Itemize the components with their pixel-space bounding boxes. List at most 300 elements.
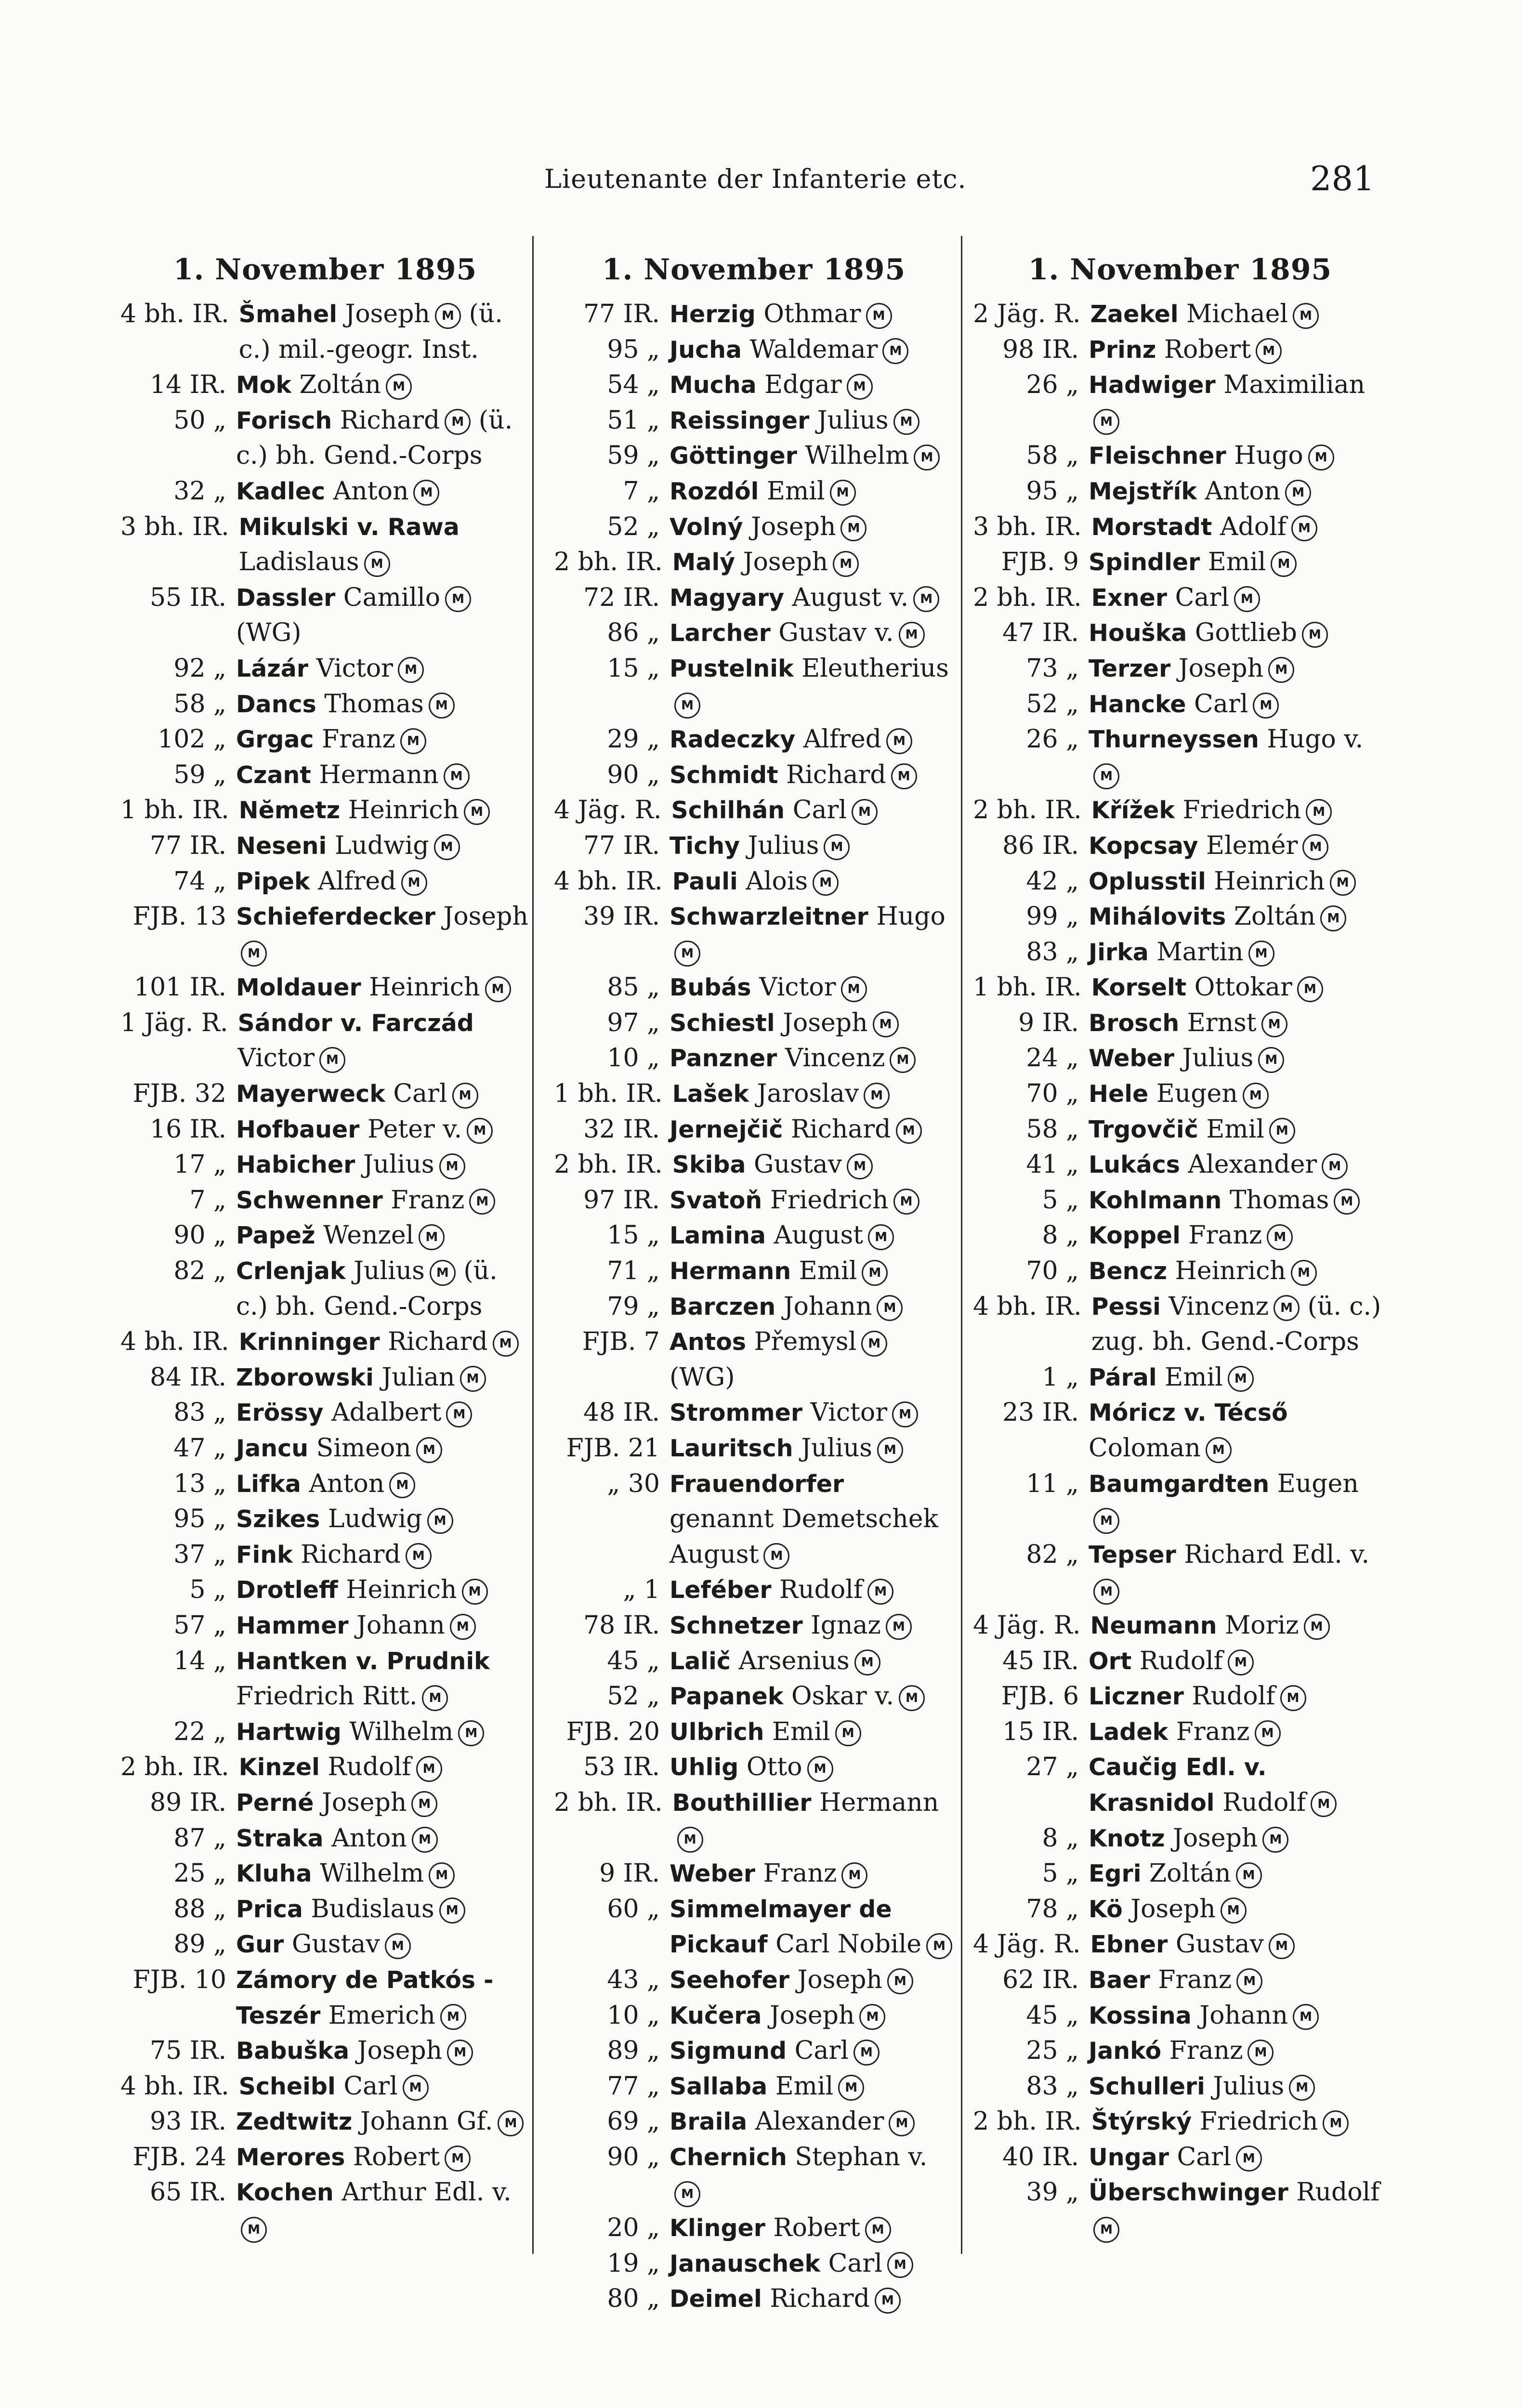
list-item	[973, 367, 1387, 438]
given-name: Franz	[1188, 1221, 1262, 1250]
list-item	[554, 367, 954, 403]
note: (ü. c.) bh. Gend.-Corps	[236, 406, 513, 471]
given-name: Otto	[746, 1753, 802, 1782]
unit-label: 77 IR.	[583, 831, 660, 860]
list-item	[973, 722, 1387, 793]
entry-text	[670, 403, 954, 439]
medal-icon: M	[386, 374, 412, 400]
list-item	[120, 1572, 530, 1608]
entry-text	[1089, 1821, 1387, 1857]
list-item	[554, 1644, 954, 1679]
surname: Kadlec	[236, 477, 326, 505]
list-item	[973, 1856, 1387, 1892]
given-name: Heinrich	[1214, 866, 1325, 896]
unit-label: 50 „	[173, 406, 226, 435]
entry-text	[236, 1785, 530, 1821]
medal-icon: M	[241, 2217, 267, 2243]
surname: Lašek	[672, 1080, 749, 1108]
medal-icon: M	[400, 728, 426, 754]
medal-icon: M	[841, 976, 867, 1002]
surname: Dancs	[236, 690, 316, 718]
list-item	[973, 2175, 1387, 2246]
given-name: Wilhelm	[320, 1859, 424, 1888]
list-item	[120, 1821, 530, 1857]
list-item	[973, 970, 1387, 1006]
unit-label: 22 „	[173, 1717, 226, 1746]
surname: Rozdól	[670, 477, 759, 505]
list-item	[554, 1183, 954, 1218]
surname: Jirka	[1089, 938, 1149, 966]
given-name: Vincenz	[785, 1044, 885, 1073]
list-item	[973, 2033, 1387, 2069]
given-name: Zoltán	[1234, 902, 1316, 931]
unit-label: 13 „	[173, 1469, 226, 1498]
unit-label: FJB. 21	[566, 1434, 660, 1463]
medal-icon: M	[1323, 2110, 1349, 2136]
medal-icon: M	[841, 1862, 867, 1888]
medal-icon: M	[1093, 1579, 1119, 1605]
given-name: Robert	[773, 2213, 860, 2243]
surname: Schieferdecker	[236, 903, 435, 931]
medal-icon: M	[364, 551, 390, 577]
entry-text	[236, 1537, 530, 1573]
medal-icon: M	[840, 515, 867, 541]
list-item	[554, 510, 954, 545]
medal-icon: M	[450, 1614, 476, 1640]
given-name: Richard	[790, 1114, 891, 1144]
given-name: Alfred	[803, 725, 882, 754]
given-name: Heinrich	[369, 973, 480, 1002]
given-name: Rudolf	[328, 1753, 411, 1782]
unit-label: 41 „	[1026, 1150, 1079, 1179]
list-item	[120, 1466, 530, 1502]
list-item	[120, 899, 530, 970]
medal-icon: M	[401, 870, 427, 896]
given-name: Maximilian	[1223, 370, 1365, 400]
surname: Kochen	[236, 2179, 334, 2207]
list-item	[973, 1963, 1387, 1998]
medal-icon: M	[887, 1968, 913, 1994]
surname: Forisch	[236, 406, 332, 434]
list-item	[120, 510, 530, 580]
given-name: Carl	[1177, 2142, 1231, 2172]
medal-icon: M	[854, 1649, 880, 1675]
surname: Mikulski v. Rawa	[238, 513, 460, 541]
unit-label: 2 bh. IR.	[554, 1150, 663, 1179]
medal-icon: M	[1322, 1153, 1348, 1179]
surname: Zámory de Patkós - Teszér	[236, 1966, 494, 2029]
surname: Papež	[236, 1222, 315, 1250]
given-name: Carl	[1194, 689, 1248, 719]
surname: Hartwig	[236, 1718, 341, 1746]
entry-text	[670, 1963, 954, 1998]
note: (WG)	[670, 1362, 735, 1392]
unit-label: 26 „	[1026, 725, 1079, 754]
given-name: Adalbert	[331, 1398, 442, 1427]
surname: Deimel	[670, 2285, 762, 2313]
given-name: Hermann	[319, 760, 439, 789]
surname: Koppel	[1089, 1222, 1181, 1250]
given-name: Moriz	[1225, 1610, 1299, 1640]
medal-icon: M	[890, 1047, 916, 1073]
unit-label: 54 „	[607, 370, 660, 400]
given-name: Edgar	[764, 370, 842, 400]
medal-icon: M	[493, 1331, 519, 1357]
list-item	[120, 474, 530, 510]
given-name: Heinrich	[1175, 1256, 1286, 1286]
surname: Neumann	[1090, 1611, 1217, 1639]
given-name: Carl	[828, 2249, 882, 2278]
medal-icon: M	[422, 1685, 448, 1711]
list-item	[973, 1466, 1387, 1537]
given-name: Emil	[1208, 548, 1266, 577]
list-item	[120, 793, 530, 828]
surname: Panzner	[670, 1045, 777, 1073]
unit-label: 73 „	[1026, 654, 1079, 683]
surname: Schwarzleitner	[670, 903, 868, 931]
list-item	[973, 1147, 1387, 1183]
entry-text	[1089, 722, 1387, 793]
surname: Jernejčič	[670, 1115, 783, 1143]
surname: Neseni	[236, 832, 327, 860]
entry-text	[1089, 1147, 1387, 1183]
unit-label: 69 „	[607, 2107, 660, 2136]
given-name: Emil	[1206, 1114, 1264, 1144]
list-item	[554, 438, 954, 474]
list-item	[554, 1289, 954, 1325]
given-name: Julius	[1213, 2071, 1285, 2101]
unit-label: 10 „	[607, 1044, 660, 1073]
entry-text	[236, 1147, 530, 1183]
unit-label: 97 IR.	[583, 1185, 660, 1215]
surname: Štýrský	[1091, 2108, 1192, 2136]
entry-text	[239, 1324, 530, 1360]
entry-text	[1091, 580, 1387, 616]
given-name: Carl	[393, 1079, 447, 1109]
surname: Erössy	[236, 1399, 324, 1427]
unit-label: 84 IR.	[150, 1362, 226, 1392]
given-name: Joseph	[321, 1788, 407, 1817]
list-item	[120, 722, 530, 758]
given-name: Jaroslav	[757, 1079, 859, 1109]
surname: Mejstřík	[1089, 477, 1197, 505]
medal-icon: M	[447, 2040, 473, 2066]
unit-label: 101 IR.	[133, 973, 226, 1002]
entry-text	[670, 1289, 954, 1325]
unit-label: 102 „	[158, 725, 226, 754]
entry-text	[236, 474, 530, 510]
unit-label: 70 „	[1026, 1079, 1079, 1109]
entry-text	[670, 758, 954, 793]
unit-label: 1 „	[1042, 1362, 1079, 1392]
unit-label: 74 „	[173, 866, 226, 896]
list-item	[120, 1963, 530, 2033]
surname: Kopcsay	[1089, 832, 1198, 860]
entry-text	[670, 828, 954, 864]
entry-text	[670, 1395, 954, 1431]
entry-text	[1089, 1750, 1387, 1820]
medal-icon: M	[462, 1579, 488, 1605]
given-name: Arsenius	[738, 1646, 850, 1675]
list-item	[554, 1572, 954, 1608]
unit-label: 4 bh. IR.	[120, 2071, 229, 2101]
surname: Liczner	[1089, 1683, 1184, 1711]
list-item	[554, 1750, 954, 1785]
unit-label: 29 „	[607, 725, 660, 754]
given-name: Simeon	[316, 1434, 411, 1463]
surname: Klinger	[670, 2214, 765, 2242]
unit-label: 62 IR.	[1002, 1965, 1079, 1994]
surname: Dassler	[236, 584, 336, 612]
surname: Ungar	[1089, 2143, 1169, 2171]
entry-text	[670, 580, 954, 616]
column-divider	[532, 236, 534, 2254]
entry-text	[1089, 1112, 1387, 1148]
medal-icon: M	[485, 976, 511, 1002]
entry-text	[670, 367, 954, 403]
list-item	[120, 2104, 530, 2140]
column-heading: 1. November 1895	[173, 253, 477, 287]
surname: Bencz	[1089, 1257, 1168, 1285]
list-item	[554, 545, 954, 580]
unit-label: 32 IR.	[583, 1114, 660, 1144]
surname: Ebner	[1090, 1931, 1168, 1959]
given-name: Othmar	[763, 300, 861, 328]
surname: Knotz	[1089, 1824, 1165, 1852]
unit-label: 95 „	[173, 1505, 226, 1534]
medal-icon: M	[1291, 1260, 1317, 1286]
entry-text	[670, 438, 954, 474]
surname: Jancu	[236, 1435, 309, 1462]
given-name: Franz	[1158, 1965, 1232, 1994]
entry-text	[1091, 2104, 1387, 2140]
entry-text	[670, 1254, 954, 1289]
surname: Pessi	[1091, 1293, 1161, 1321]
surname: Radeczky	[670, 726, 796, 754]
unit-label: „ 30	[607, 1469, 660, 1498]
given-name: Carl	[794, 2036, 849, 2066]
medal-icon: M	[1243, 1083, 1269, 1109]
medal-icon: M	[1228, 1649, 1254, 1675]
medal-icon: M	[1228, 1366, 1254, 1392]
entry-text	[1089, 1360, 1387, 1396]
surname: Krinninger	[238, 1328, 380, 1356]
surname: Kučera	[670, 2002, 762, 2029]
medal-icon: M	[445, 586, 471, 612]
surname: Malý	[672, 549, 735, 576]
given-name: Julius	[801, 1434, 872, 1463]
entry-text	[670, 510, 954, 545]
surname: Morstadt	[1091, 513, 1212, 541]
unit-label: 86 IR.	[1002, 831, 1079, 860]
unit-label: 47 IR.	[1002, 618, 1079, 648]
entry-text	[1089, 2069, 1387, 2105]
surname: Terzer	[1089, 654, 1171, 682]
entry-text	[236, 1927, 530, 1963]
entry-text	[236, 899, 530, 970]
list-item	[554, 1147, 954, 1183]
given-name: Ottokar	[1194, 973, 1292, 1002]
given-name: Joseph	[357, 2036, 443, 2066]
given-name: Friedrich Ritt.	[236, 1682, 418, 1711]
entry-text	[236, 580, 530, 651]
surname: Prica	[236, 1895, 303, 1923]
given-name: Richard	[340, 406, 440, 435]
unit-label: 80 „	[607, 2284, 660, 2314]
list-item	[120, 1431, 530, 1466]
medal-icon: M	[824, 834, 850, 860]
given-name: Victor	[316, 654, 394, 683]
medal-icon: M	[469, 1189, 495, 1215]
medal-icon: M	[445, 2146, 471, 2172]
surname: Simmelmayer de Pickauf	[670, 1895, 892, 1959]
given-name: Victor	[810, 1398, 888, 1427]
unit-label: 5 „	[1042, 1859, 1079, 1888]
unit-label: 4 bh. IR.	[120, 1327, 229, 1357]
surname: Leféber	[670, 1576, 772, 1604]
unit-label: 77 IR.	[583, 300, 660, 328]
medal-icon: M	[674, 693, 700, 719]
entry-text	[670, 1112, 954, 1148]
entry-list	[973, 297, 1387, 2246]
given-name: Gustav	[291, 1930, 380, 1959]
given-name: Victor	[759, 973, 836, 1002]
entry-text	[670, 1714, 954, 1750]
surname: Hadwiger	[1089, 371, 1216, 399]
medal-icon: M	[914, 445, 940, 471]
unit-label: 48 IR.	[583, 1398, 660, 1427]
unit-label: 82 „	[173, 1256, 226, 1286]
list-item	[554, 864, 954, 900]
entry-text	[236, 828, 530, 864]
given-name: Hugo	[1234, 441, 1303, 471]
unit-label: 95 „	[1026, 476, 1079, 506]
given-name: Přemysl	[754, 1327, 857, 1357]
unit-label: 2 bh. IR.	[973, 583, 1082, 612]
medal-icon: M	[416, 1437, 442, 1463]
entry-text	[1089, 899, 1387, 935]
list-item	[973, 1998, 1387, 2034]
surname: Kossina	[1089, 2002, 1192, 2029]
unit-label: 26 „	[1026, 370, 1079, 400]
unit-label: 4 bh. IR.	[554, 866, 663, 896]
column-divider	[961, 236, 962, 2254]
column-2	[554, 246, 954, 2314]
list-item	[120, 651, 530, 687]
surname: Hofbauer	[236, 1115, 360, 1143]
given-name: Camillo	[343, 583, 441, 612]
entry-text	[236, 1254, 530, 1324]
given-name: Robert	[353, 2142, 440, 2172]
unit-label: 51 „	[607, 406, 660, 435]
entry-list	[120, 297, 530, 2246]
given-name: Hugo	[876, 902, 945, 931]
given-name: Johann	[1199, 2001, 1288, 2030]
list-item	[554, 1963, 954, 1998]
list-item	[120, 2069, 530, 2105]
medal-icon: M	[498, 2110, 524, 2136]
surname: Larcher	[670, 619, 771, 647]
medal-icon: M	[1269, 1933, 1295, 1959]
medal-icon: M	[1221, 1898, 1247, 1924]
entry-text	[236, 1963, 530, 2033]
surname: Baer	[1089, 1966, 1150, 1994]
given-name: August	[774, 1221, 864, 1250]
entry-text	[236, 1431, 530, 1466]
list-item	[554, 1112, 954, 1148]
surname: Hele	[1089, 1080, 1149, 1108]
surname: Lifka	[236, 1470, 301, 1498]
list-item	[973, 935, 1387, 970]
medal-icon: M	[1234, 586, 1260, 612]
surname: Móricz v. Técső	[1089, 1399, 1288, 1427]
entry-text	[670, 2281, 954, 2317]
column-3	[973, 246, 1387, 2268]
unit-label: 83 „	[1026, 937, 1079, 967]
unit-label: 71 „	[607, 1256, 660, 1286]
given-name: Alexander	[755, 2107, 884, 2136]
given-name: Richard	[786, 760, 886, 789]
given-name: Thomas	[324, 689, 424, 719]
given-name: Johann	[356, 1610, 445, 1640]
list-item	[120, 864, 530, 900]
medal-icon: M	[763, 1543, 789, 1569]
page-header	[0, 159, 1523, 207]
medal-icon: M	[1334, 1189, 1360, 1215]
unit-label: 42 „	[1026, 866, 1079, 896]
medal-icon: M	[435, 303, 461, 329]
given-name: Anton	[309, 1469, 385, 1498]
list-item	[120, 1892, 530, 1927]
medal-icon: M	[444, 763, 470, 789]
surname: Fink	[236, 1541, 293, 1569]
unit-label: 4 Jäg. R.	[554, 796, 662, 825]
medal-icon: M	[398, 657, 424, 683]
unit-label: 14 IR.	[150, 370, 226, 400]
entry-text	[236, 1502, 530, 1537]
unit-label: 72 IR.	[583, 583, 660, 612]
medal-icon: M	[440, 2004, 466, 2030]
list-item	[554, 2140, 954, 2211]
unit-label: 37 „	[173, 1540, 226, 1569]
entry-text	[1089, 2140, 1387, 2175]
medal-icon: M	[1293, 2004, 1319, 2030]
entry-text	[239, 1750, 530, 1785]
given-name: Emil	[1165, 1362, 1223, 1392]
surname: Janauschek	[670, 2250, 821, 2277]
surname: Tepser	[1089, 1541, 1176, 1569]
list-item	[973, 332, 1387, 368]
list-item	[973, 510, 1387, 545]
unit-label: 2 Jäg. R.	[973, 300, 1081, 328]
unit-label: 85 „	[607, 973, 660, 1002]
list-item	[554, 1785, 954, 1856]
entry-text	[1089, 1254, 1387, 1289]
surname: Pipek	[236, 867, 310, 895]
given-name: Wilhelm	[805, 441, 909, 471]
given-name: Julius	[363, 1150, 434, 1179]
list-item	[554, 1395, 954, 1431]
entry-text	[236, 1466, 530, 1502]
entry-text	[672, 545, 954, 580]
medal-icon: M	[241, 941, 267, 967]
column-heading: 1. November 1895	[1028, 253, 1332, 287]
unit-label: 9 IR.	[1018, 1008, 1079, 1037]
entry-text	[670, 2140, 954, 2211]
surname: Antos	[670, 1328, 747, 1356]
medal-icon: M	[319, 1047, 345, 1073]
list-item	[120, 2140, 530, 2175]
